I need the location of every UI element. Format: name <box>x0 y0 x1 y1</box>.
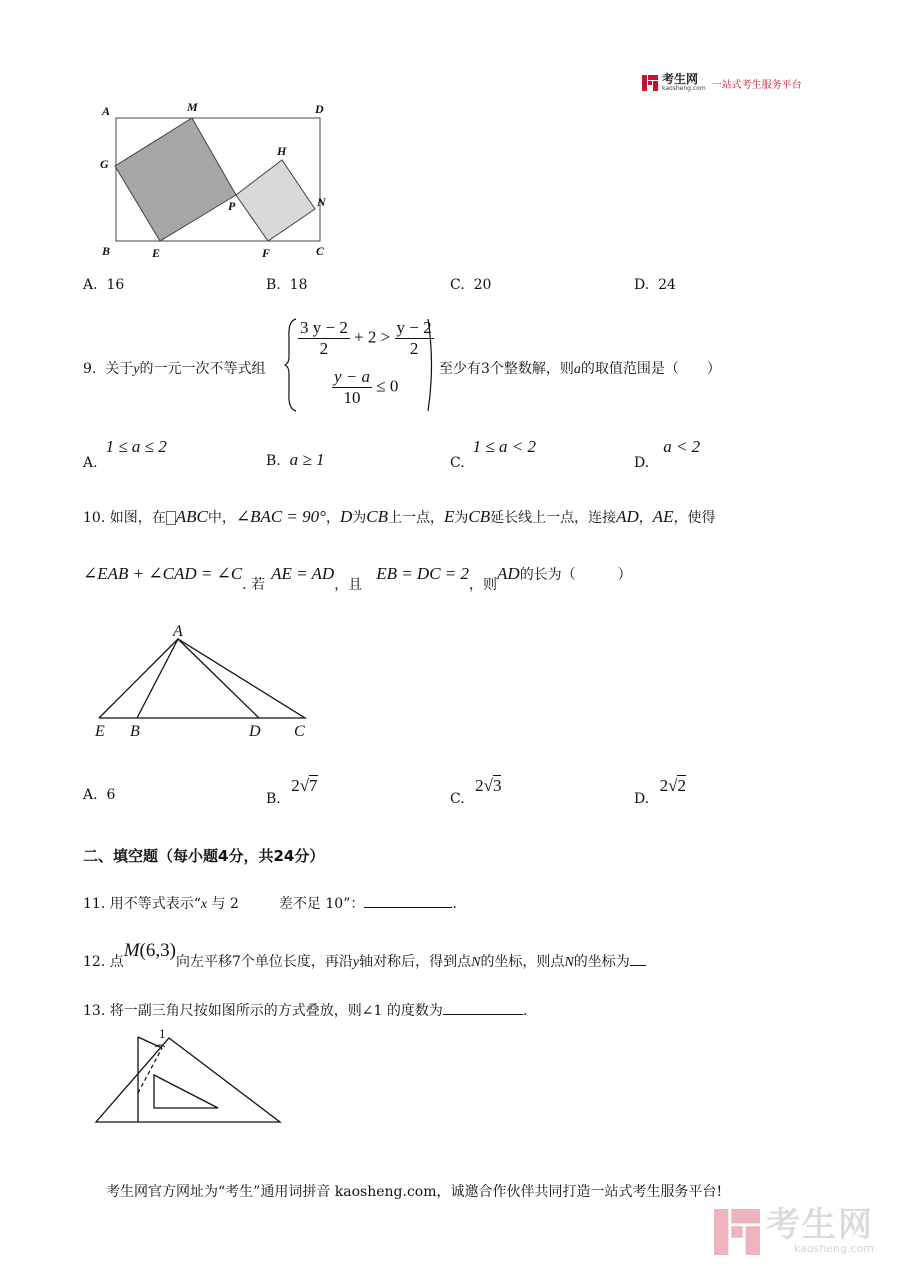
q10-label-c: C <box>294 723 305 740</box>
q8-label-n: N <box>317 195 326 209</box>
q13-answer-blank[interactable] <box>443 1000 523 1015</box>
q8-label-d: D <box>315 102 324 116</box>
q10-option-c[interactable]: C. 2√3 <box>450 776 502 807</box>
q10-label-e: E <box>95 723 105 740</box>
q8-label-f: F <box>262 246 271 260</box>
q9-option-d[interactable]: D.a < 2 <box>634 437 701 471</box>
logo-domain: kaosheng.com <box>662 85 706 92</box>
q9-inequality-2: $\frac{y - a}{10}$ ≤ 0 <box>334 367 399 407</box>
q8-option-d[interactable]: D. 24 <box>634 277 676 293</box>
q10-option-a[interactable]: A. 6 <box>83 787 116 803</box>
triangle-symbol-icon <box>166 511 176 525</box>
q8-figure <box>95 98 335 263</box>
q8-option-c[interactable]: C. 20 <box>450 277 492 293</box>
q8-label-b: B <box>102 244 111 258</box>
q9-option-a[interactable]: A.1 ≤ a ≤ 2 <box>83 437 167 471</box>
q9-stem: 9. 关于y的一元一次不等式组 <box>83 361 266 377</box>
q10-line-1: 10. 如图，在 ABC中，∠BAC = 90°，D为CB上一点，E为CB延长线上一点，连接AD，AE，使得 <box>83 507 716 526</box>
watermark-logo-icon <box>714 1209 760 1255</box>
q8-square-dark <box>115 118 236 241</box>
q9-option-c[interactable]: C.1 ≤ a < 2 <box>450 437 536 471</box>
q12: 12. 点M(6,3)向左平移7个单位长度，再沿y轴对称后，得到点N的坐标，则点N的坐标为 <box>83 940 646 962</box>
q8-label-c: C <box>316 244 325 258</box>
q8-square-light <box>236 160 315 241</box>
q10-option-b[interactable]: B. 2√7 <box>266 776 318 807</box>
q10-figure <box>90 620 320 745</box>
logo-tagline: 一站式考生服务平台 <box>711 79 802 91</box>
q9-inequality-1: $\frac{3 y - 2}{2}$ + 2 > $\frac{y - 2}{2}$ <box>300 318 432 358</box>
footer-text: 考生网官方网址为“考生”通用词拼音 kaosheng.com，诚邀合作伙伴共同打造一站式考生服务平台! <box>106 1184 723 1200</box>
q9-right-paren <box>426 317 436 413</box>
q8-option-a[interactable]: A. 16 <box>83 277 125 293</box>
q9-option-b[interactable]: B. a ≥ 1 <box>266 450 325 469</box>
section-2-title: 二、填空题（每小题4分，共24分） <box>83 847 325 865</box>
watermark-name: 考生网 <box>766 1205 874 1245</box>
q10-label-b: B <box>130 723 140 740</box>
q12-answer-blank[interactable] <box>630 951 646 966</box>
watermark <box>714 1205 874 1255</box>
q9-stem-tail: 至少有3个整数解，则a的取值范围是（ ） <box>439 361 721 377</box>
q13: 13. 将一副三角尺按如图所示的方式叠放，则∠1 的度数为 . <box>83 1000 527 1020</box>
header-logo <box>642 72 802 94</box>
q11: 11. 用不等式表示“x 与 2 差不足 10”： . <box>83 893 457 913</box>
q10-line-2: ∠EAB + ∠CAD = ∠C. 若AE = AD，且EB = DC = 2，则AD的长为（ ） <box>83 564 632 593</box>
q9-left-brace <box>284 317 298 413</box>
q11-answer-blank[interactable] <box>364 893 452 908</box>
q10-label-a: A <box>173 623 183 640</box>
q8-label-m: M <box>187 100 198 114</box>
q8-label-a: A <box>102 104 111 118</box>
q13-figure <box>92 1025 288 1127</box>
logo-name: 考生网 <box>662 72 699 86</box>
q8-label-h: H <box>277 144 287 158</box>
q8-label-p: P <box>228 199 236 213</box>
q8-label-e: E <box>152 246 161 260</box>
kaosheng-logo-icon <box>642 75 658 91</box>
q13-angle-label: 1 <box>159 1026 166 1041</box>
q8-label-g: G <box>100 157 109 171</box>
q8-option-b[interactable]: B. 18 <box>266 277 308 293</box>
q10-option-d[interactable]: D. 2√2 <box>634 776 686 807</box>
watermark-domain: kaosheng.com <box>793 1242 874 1255</box>
q10-label-d: D <box>249 723 261 740</box>
